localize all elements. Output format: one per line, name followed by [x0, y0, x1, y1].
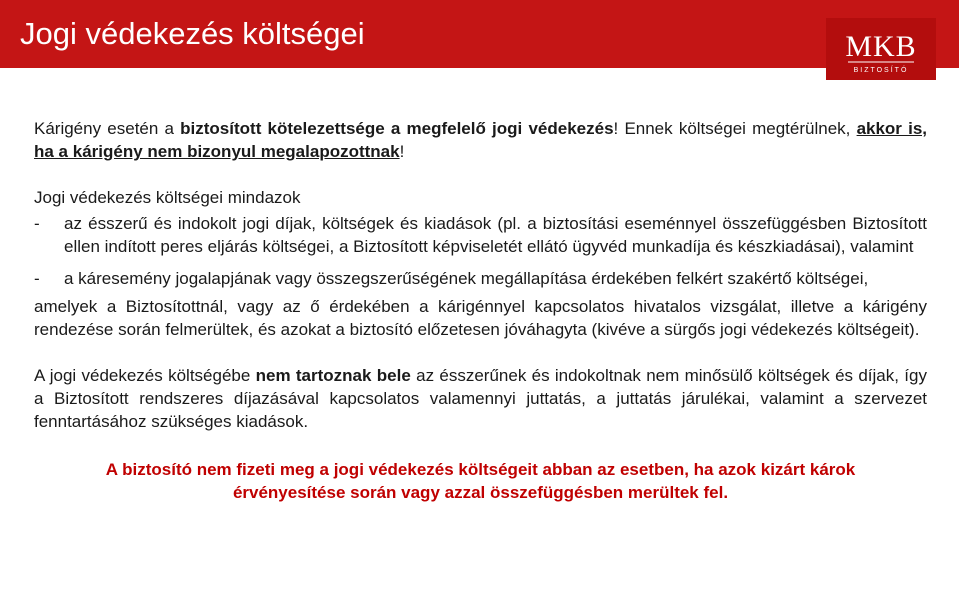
- intro-paragraph: Kárigény esetén a biztosított kötelezettsége a megfelelő jogi védekezés! Ennek költségei megtérülnek, akkor is, ha a kárigény nem bizonyul megalapozottnak!: [34, 119, 928, 161]
- main-content: [34, 117, 927, 504]
- list-item: - a káresemény jogalapjának vagy összegszerűségének megállapítása érdekében felkért szakértő költségei,: [34, 269, 869, 288]
- cost-list: [34, 212, 927, 290]
- warning-line-2: érvényesítése során vagy azzal összefüggésben merültek fel.: [232, 483, 729, 502]
- section-after: amelyek a Biztosítottnál, vagy az ő érdekében a kárigénnyel kapcsolatos hivatalos vizsgálat, illetve a kárigény rendezése során felmerültek, és azokat a biztosító előzetesen jóváhagyta (kivéve a sürgős jogi védekezés költségeit).: [34, 297, 927, 339]
- list-item: - az ésszerű és indokolt jogi díjak, költségek és kiadások (pl. a biztosítási eseménnyel összefüggésben Biztosított ellen indított peres eljárás költségei, a Biztosított képviseletét ellátó ügyvéd munkadíja és készkiadásai), valamint: [34, 214, 927, 256]
- section-intro: Jogi védekezés költségei mindazok: [34, 188, 301, 207]
- warning-line-1: A biztosító nem fizeti meg a jogi védekezés költségeit abban az esetben, ha azok kizárt károk: [105, 460, 856, 479]
- page-title: Jogi védekezés költségei: [20, 16, 365, 51]
- logo-text: MKB: [845, 30, 917, 63]
- warning-text: [34, 458, 927, 504]
- mkb-logo: [826, 22, 936, 78]
- logo-subtext: BIZTOSÍTÓ: [853, 67, 909, 74]
- exclusion-paragraph: A jogi védekezés költségébe nem tartoznak bele az ésszerűnek és indokoltnak nem minősülő költségek és díjak, így a Biztosított rendszeres díjazásával kapcsolatos valamennyi juttatás, a juttatás járulékai, valamint a szervezet fenntartásához szükséges kiadások.: [34, 366, 927, 431]
